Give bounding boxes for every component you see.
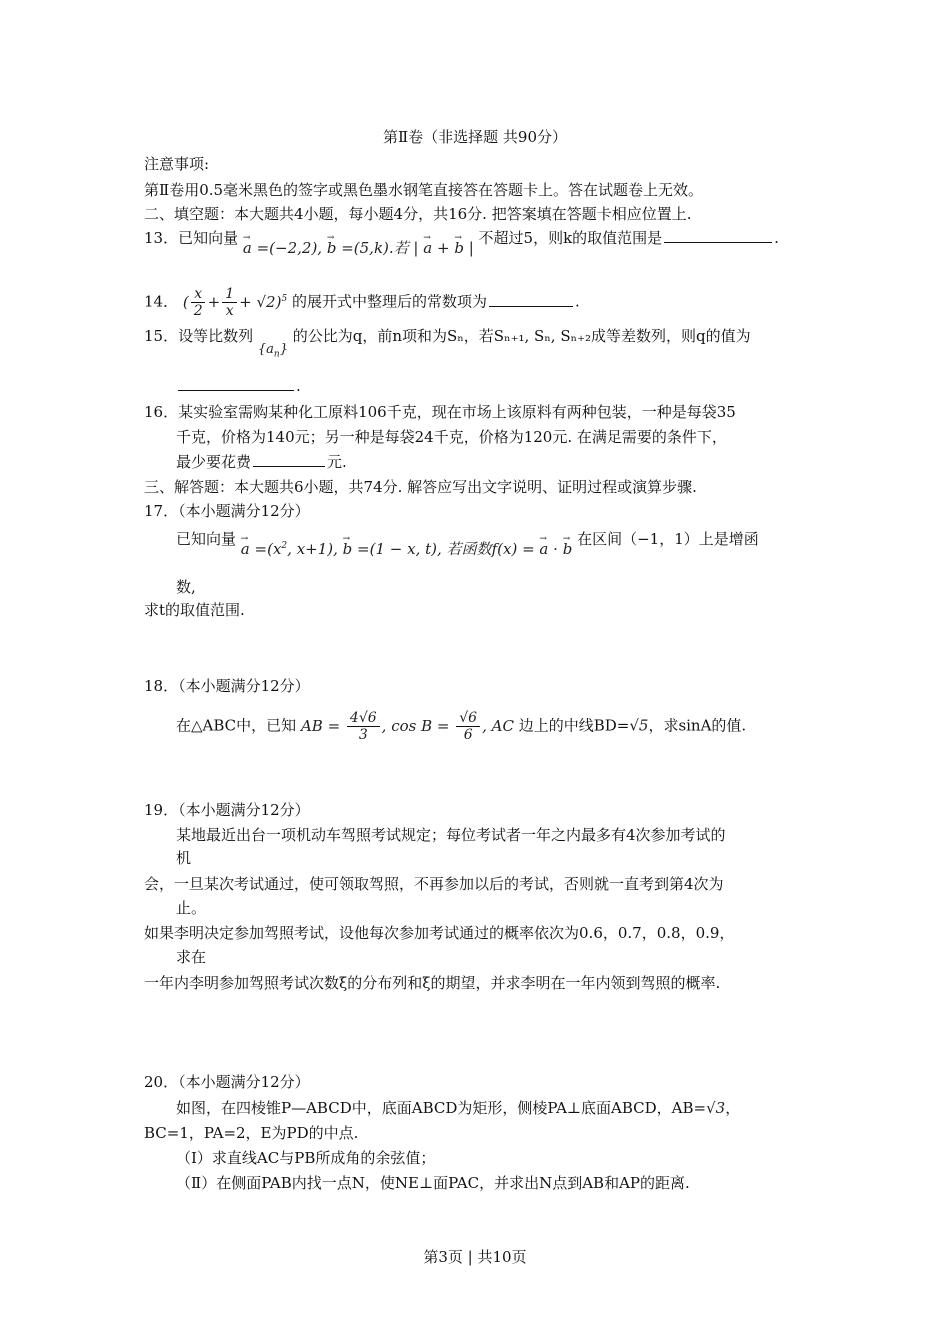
q14-answer-blank bbox=[489, 292, 573, 307]
q15-suffix: 的公比为q，前n项和为Sₙ，若Sₙ₊₁, Sₙ, Sₙ₊₂成等差数列，则q的值为 bbox=[292, 327, 751, 345]
q19-l3b: 求在 bbox=[176, 948, 207, 966]
q15-prefix: 15．设等比数列 bbox=[144, 327, 254, 345]
q16-line3-suffix: 元. bbox=[327, 453, 347, 471]
question-13: 13．已知向量 → a =(−2,2), → b =(5,k).若 | → a + → b | 不超过5，则k的取值范围是 . bbox=[144, 228, 779, 248]
q18-body bbox=[176, 710, 746, 743]
q19-l4: 一年内李明参加驾照考试次数ξ的分布列和ξ的期望，并求李明在一年内领到驾照的概率. bbox=[144, 974, 721, 992]
q13-formula: → a =(−2,2), → b =(5,k).若 | → a + → b | bbox=[243, 239, 474, 257]
q16-line1: 16．某实验室需购某种化工原料106千克，现在市场上该原料有两种包装，一种是每袋35 bbox=[144, 403, 736, 421]
section-title: 第Ⅱ卷（非选择题 共90分） bbox=[382, 128, 568, 146]
q15-answer-line: . bbox=[176, 376, 301, 396]
q16-line2: 千克，价格为140元；另一种是每袋24千克，价格为120元. 在满足需要的条件下， bbox=[176, 428, 727, 446]
q20-title: 20．（本小题满分12分） bbox=[144, 1073, 310, 1091]
q20-l1-suffix: ， bbox=[725, 1099, 741, 1117]
q20-l2: BC=1，PA=2，E为PD的中点. bbox=[144, 1124, 359, 1142]
q13-suffix: 不超过5，则k的取值范围是 bbox=[478, 229, 663, 247]
notice-label: 注意事项: bbox=[144, 155, 210, 173]
part3-heading: 三、解答题：本大题共6小题，共74分. 解答应写出文字说明、证明过程或演算步骤. bbox=[144, 478, 697, 496]
q16-line3-prefix: 最少要花费 bbox=[176, 453, 252, 471]
q18-suffix: 边上的中线BD= bbox=[518, 716, 630, 735]
q14-formula: ( $\frac{x}{2}$ + $\frac{1}{x}$ + √2)$^5$ bbox=[182, 286, 288, 319]
q17-title: 17．（本小题满分12分） bbox=[144, 502, 310, 520]
q16-line3 bbox=[176, 452, 347, 472]
q20-l3: （Ⅰ）求直线AC与PB所成角的余弦值； bbox=[176, 1149, 436, 1167]
q14-suffix: 的展开式中整理后的常数项为 bbox=[291, 292, 487, 311]
q18-sqrt5: √5 bbox=[629, 716, 649, 735]
q19-title: 19．（本小题满分12分） bbox=[144, 801, 310, 819]
q13-prefix: 13．已知向量 bbox=[144, 229, 239, 247]
q19-l1: 某地最近出台一项机动车驾照考试规定；每位考试者一年之内最多有4次参加考试的 bbox=[176, 826, 726, 844]
notice-text: 第Ⅱ卷用0.5毫米黑色的签字或黑色墨水钢笔直接答在答题卡上。答在试题卷上无效。 bbox=[144, 181, 704, 199]
q20-sqrt3: √3 bbox=[706, 1099, 726, 1117]
q17-prefix: 已知向量 bbox=[176, 530, 237, 548]
q17-body bbox=[176, 526, 759, 558]
page-footer: 第3页 | 共10页 bbox=[423, 1248, 527, 1266]
question-15 bbox=[144, 326, 751, 360]
q17-formula: → $a =(x^2$, x+1), → b =(1 − x, t), 若函数f(x) = → a · → b bbox=[241, 540, 573, 558]
q14-prefix: 14． bbox=[144, 292, 179, 311]
q20-l4: （Ⅱ）在侧面PAB内找一点N，使NE⊥面PAC，并求出N点到AB和AP的距离. bbox=[176, 1174, 690, 1192]
q18-title: 18．（本小题满分12分） bbox=[144, 677, 310, 695]
q18-end: ，求sinA的值. bbox=[648, 716, 747, 735]
q20-l1-prefix: 如图，在四棱锥P—ABCD中，底面ABCD为矩形，侧棱PA⊥底面ABCD，AB= bbox=[176, 1099, 707, 1117]
question-14: 14． ( $\frac{x}{2}$ + $\frac{1}{x}$ + √2)$^5$ 的展开式中整理后的常数项为 . bbox=[144, 286, 580, 319]
q18-prefix: 在△ABC中，已知 bbox=[176, 716, 297, 735]
q19-l1b: 机 bbox=[176, 849, 192, 867]
q16-answer-blank bbox=[253, 452, 325, 467]
q19-l3: 如果李明决定参加驾照考试，设他每次参加考试通过的概率依次为0.6，0.7，0.8，0.9， bbox=[144, 924, 735, 942]
part2-heading: 二、填空题：本大题共4小题，每小题4分，共16分. 把答案填在答题卡相应位置上. bbox=[144, 205, 692, 223]
q13-answer-blank bbox=[664, 228, 772, 243]
q15-answer-blank bbox=[178, 376, 294, 391]
q19-l2: 会，一旦某次考试通过，使可领取驾照，不再参加以后的考试，否则就一直考到第4次为 bbox=[144, 875, 724, 893]
q19-l2b: 止。 bbox=[176, 899, 207, 917]
q17-cont: 数, bbox=[176, 578, 196, 596]
q17-suffix: 在区间（−1，1）上是增函 bbox=[577, 530, 759, 548]
q17-line3: 求t的取值范围. bbox=[144, 601, 245, 619]
q18-formula: AB = $\frac{4√6}{3}$ , cos B = $\frac{√6}{6}$ , AC bbox=[300, 710, 514, 743]
q20-l1 bbox=[176, 1098, 740, 1118]
q15-sequence: $\{a_n\}$ bbox=[257, 342, 288, 360]
